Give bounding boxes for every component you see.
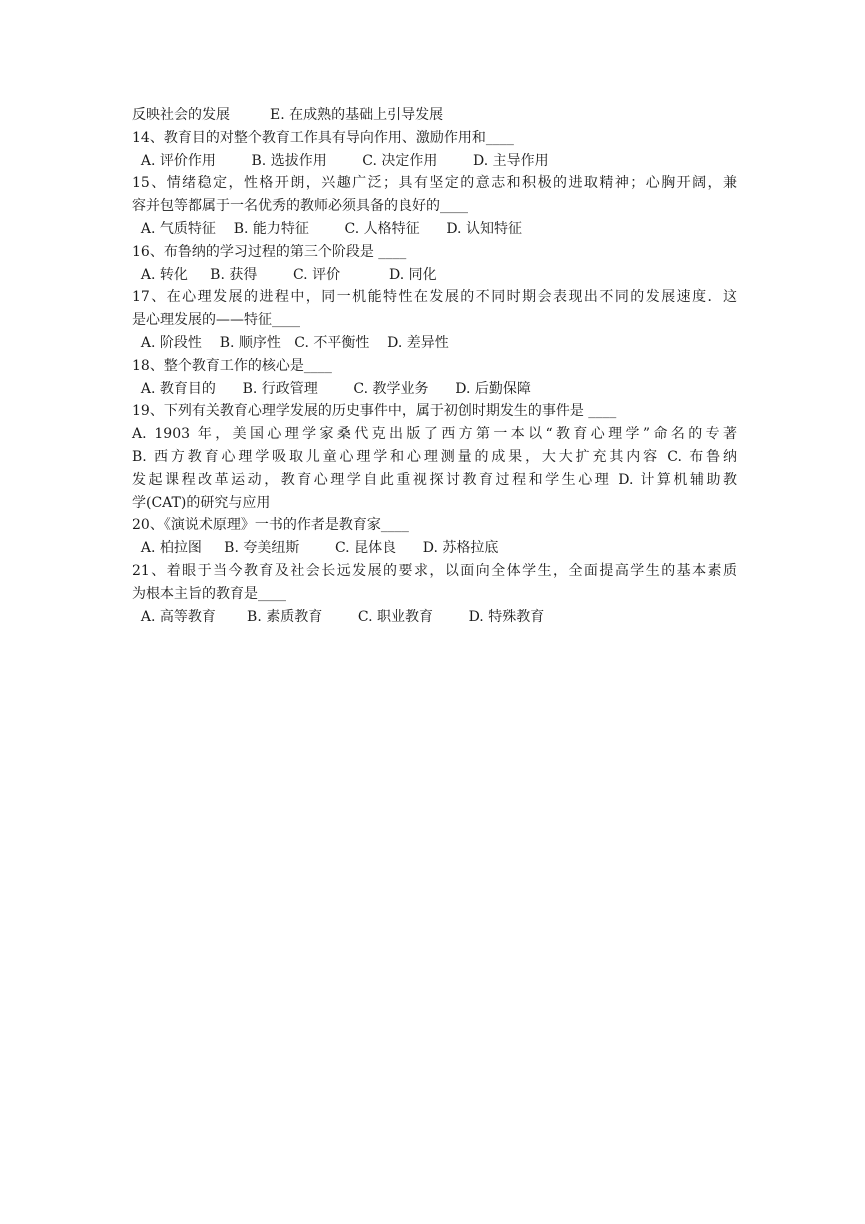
question-15-stem-line-1: 15、情绪稳定，性格开朗，兴趣广泛；具有坚定的意志和积极的进取精神；心胸开阔，兼 — [132, 175, 737, 192]
question-16-options: A. 转化 B. 获得 C. 评价 D. 同化 — [132, 266, 437, 283]
question-18-stem: 18、整个教育工作的核心是____ — [132, 357, 332, 374]
question-18-options: A. 教育目的 B. 行政管理 C. 教学业务 D. 后勤保障 — [132, 380, 531, 397]
question-14-stem: 14、教育目的对整个教育工作具有导向作用、激励作用和____ — [132, 129, 514, 146]
question-15-stem-line-2: 容并包等都属于一名优秀的教师必须具备的良好的____ — [132, 198, 468, 215]
question-14-options: A. 评价作用 B. 选拔作用 C. 决定作用 D. 主导作用 — [132, 152, 549, 169]
question-16-stem: 16、布鲁纳的学习过程的第三个阶段是 ____ — [132, 243, 407, 260]
question-17-options: A. 阶段性 B. 顺序性 C. 不平衡性 D. 差异性 — [132, 334, 449, 351]
question-21-options: A. 高等教育 B. 素质教育 C. 职业教育 D. 特殊教育 — [132, 608, 545, 625]
question-20-stem: 20、《演说术原理》一书的作者是教育家____ — [132, 517, 409, 534]
question-19-options-line-2: B. 西方教育心理学吸取儿童心理学和心理测量的成果，大大扩充其内容 C. 布鲁纳 — [132, 448, 737, 465]
question-19-stem: 19、下列有关教育心理学发展的历史事件中，属于初创时期发生的事件是 ____ — [132, 403, 617, 420]
question-19-options-line-3: 发起课程改革运动，教育心理学自此重视探讨教育过程和学生心理 D. 计算机辅助教 — [132, 471, 737, 488]
question-21-stem-line-2: 为根本主旨的教育是____ — [132, 585, 286, 602]
question-20-options: A. 柏拉图 B. 夸美纽斯 C. 昆体良 D. 苏格拉底 — [132, 540, 499, 557]
question-21-stem-line-1: 21、着眼于当今教育及社会长远发展的要求，以面向全体学生，全面提高学生的基本素质 — [132, 562, 737, 579]
question-15-options: A. 气质特征 B. 能力特征 C. 人格特征 D. 认知特征 — [132, 220, 522, 237]
text-line: 反映社会的发展 E. 在成熟的基础上引导发展 — [132, 107, 444, 123]
question-17-stem-line-1: 17、在心理发展的进程中，同一机能特性在发展的不同时期会表现出不同的发展速度．这 — [132, 289, 737, 306]
question-19-options-line-1: A. 1903 年，美国心理学家桑代克出版了西方第一本以“教育心理学”命名的专著 — [132, 426, 737, 443]
question-17-stem-line-2: 是心理发展的——特征____ — [132, 312, 300, 329]
question-19-options-line-4: 学(CAT)的研究与应用 — [132, 494, 271, 511]
document-body — [132, 104, 737, 628]
